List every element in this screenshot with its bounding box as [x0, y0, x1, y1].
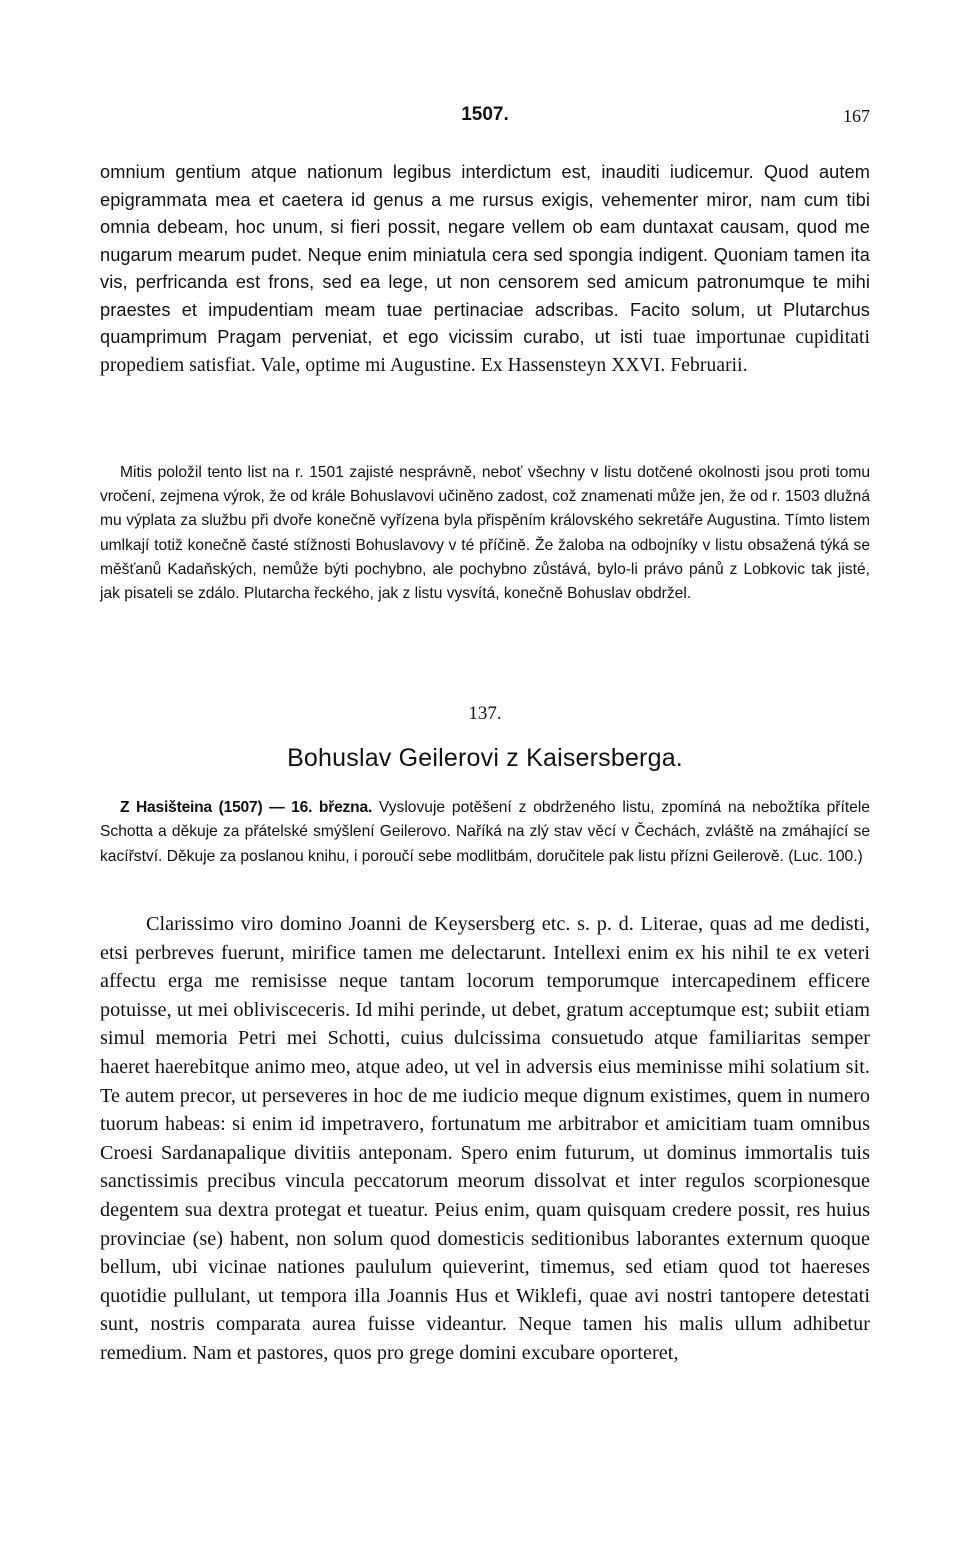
letter-body-text: Clarissimo viro domino Joanni de Keysersberg etc. s. p. d. Literae, quas ad me dedisti, etsi perbreves fuerunt, mirifice tamen me delectarunt. Intellexi enim ex his nihil te ex veteri affectu erga me remisisse neque tantam locorum temporumque intercapedinem efficere potuisse, ut mei oblivisceceris. Id mihi perinde, ut debet, gratum acceptumque est; subiit etiam simul memoria Petri mei Schotti, cuius dulcissima consuetudo atque familiaritas semper haeret haerebitque animo meo, atque adeo, ut vel in adversis eius meminisse mihi solatium sit. Te autem precor, ut perseveres in hoc de me iudicio meque dignum existimes, quem in numero tuorum habeas: si enim id impetravero, fortunatum me arbitrabor et amicitiam tuam omnibus Croesi Sardanapalique divitiis anteponam. Spero enim futurum, ut dominus immortalis tuis sanctissimis precibus vincula peccatorum meorum dissolvat et inter regulos scorpionesque degentem sua dextra protegat et tueatur. Peius enim, quam quisquam credere possit, res huius provinciae (se) habent, non solum quod domesticis seditionibus laborantes externum quoque bellum, ubi vicinae nationes paululum quieverint, timemus, sed etiam quod tot haereses quotidie pullulant, ut tempora illa Joannis Hus et Wiklefi, quae avi nostri tantopere detestati sunt, nostris comparata aurea fuisse videantur. Neque tamen his malis ullum adhibetur remedium. Nam et pastores, quos pro grege domini excubare oporteret,: [100, 913, 870, 1364]
letter-body: [100, 910, 870, 1368]
letter-number: 137.: [468, 703, 502, 724]
summary-text: Vyslovuje potěšení z obdrženého listu, zpomíná na nebožtíka přítele Schotta a děkuje za přátelské smýšlení Geilerovo. Naříká na zlý stav věcí v Čechách, zvláště na zmáhající se kacířství. Děkuje za poslanou knihu, i poroučí sebe modlitbám, doručitele pak listu přízni Geilerově. (Luc. 100.): [100, 799, 870, 865]
letter-continuation: [100, 159, 870, 379]
page-number: 167: [843, 106, 870, 126]
letter-title: Bohuslav Geilerovi z Kaisersberga.: [287, 744, 683, 772]
continuation-text: omnium gentium atque nationum legibus interdictum est, inauditi iudicemur. Quod autem epigrammata mea et caetera id genus a me rursus exigis, vehementer miror, nam cum tibi omnia debeam, hoc unum, si fieri possit, negare vellem ob eam duntaxat causam, quod me nugarum mearum pudet. Neque enim miniatula cera sed spongia indigent. Quoniam tamen ita vis, perfricanda est frons, sed ea lege, ut non censorem sed amicum patronumque te mihi praestes et impudentiam meam tuae pertinaciae adscribas. Facito solum, ut Plutarchus quamprimum Pragam perveniat, et ego vicissim curabo, ut isti: [100, 162, 870, 347]
continuation-tail: tuae importunae cupiditati propediem satisfiat. Vale, optime mi Augustine. Ex Hassensteyn XXVI. Februarii.: [100, 327, 871, 376]
letter-summary: [100, 796, 870, 869]
editor-note: [100, 461, 870, 606]
place-date: Z Hasišteina (1507) — 16. března.: [120, 799, 373, 816]
running-head-year: 1507.: [461, 104, 509, 125]
editor-note-text: Mitis položil tento list na r. 1501 zajisté nesprávně, neboť všechny v listu dotčené okolnosti jsou proti tomu vročení, zejmena výrok, že od krále Bohuslavovi učiněno zadost, což znamenati může jen, že od r. 1503 dlužná mu výplata za službu při dvoře konečně vyřízena byla přispěním královského sekretáře Augustina. Tímto listem umlkají totiž konečně časté stížnosti Bohuslavovy v té příčině. Že žaloba na odbojníky v listu obsažená týká se měšťanů Kadaňských, nemůže býti pochybno, ale pochybno zůstává, bylo-li právo pánů z Lobkovic tak jisté, jak pisateli se zdálo. Plutarcha řeckého, jak z listu vysvítá, konečně Bohuslav obdržel.: [100, 464, 870, 603]
running-head: [100, 104, 870, 132]
